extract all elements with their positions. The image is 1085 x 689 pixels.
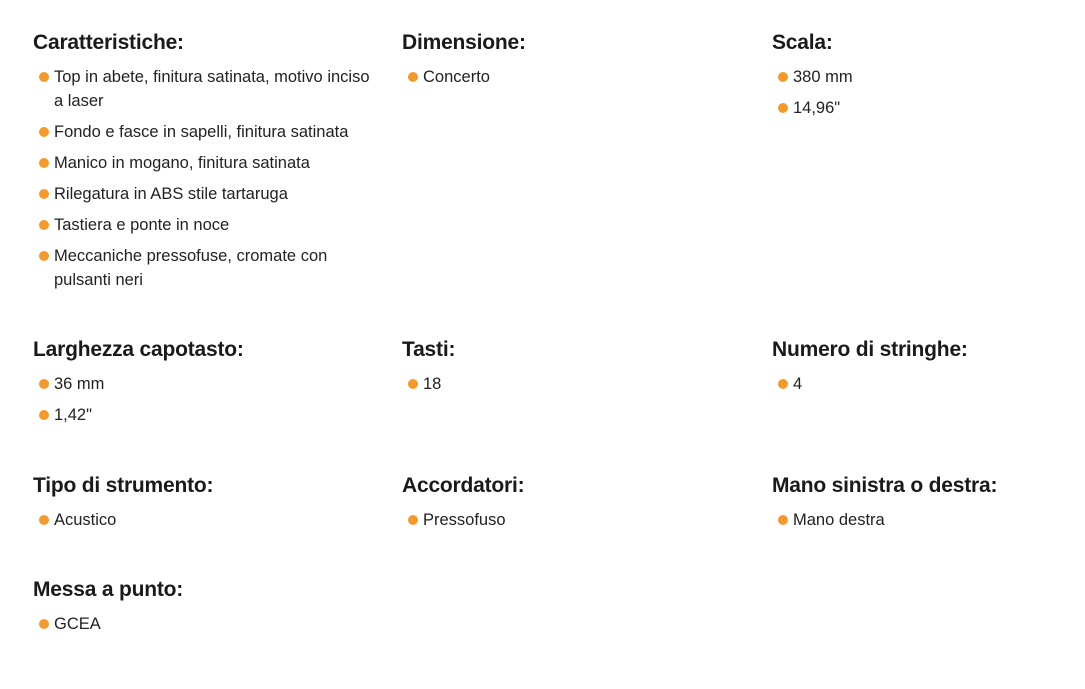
spec-value: Top in abete, finitura satinata, motivo inciso a laser: [54, 68, 370, 110]
spec-value: 4: [793, 375, 803, 393]
spec-messa-a-punto: [33, 577, 373, 643]
list-item: [772, 65, 1085, 89]
spec-value: Acustico: [54, 511, 117, 529]
spec-caratteristiche: [33, 30, 373, 299]
spec-title: Dimensione:: [402, 31, 526, 54]
dot-icon: [39, 379, 49, 389]
list-item: [33, 403, 373, 427]
dot-icon: [39, 619, 49, 629]
spec-tasti: [402, 337, 742, 403]
spec-title: Caratteristiche:: [33, 31, 184, 54]
dot-icon: [39, 189, 49, 199]
spec-value: 18: [423, 375, 442, 393]
spec-value: 14,96": [793, 99, 841, 117]
spec-title: Mano sinistra o destra:: [772, 474, 998, 497]
spec-accordatori: [402, 473, 742, 539]
spec-title: Messa a punto:: [33, 578, 184, 601]
spec-value: Tastiera e ponte in noce: [54, 216, 230, 234]
spec-larghezza-capotasto: [33, 337, 373, 434]
spec-list: [772, 65, 1085, 120]
spec-list: [402, 65, 742, 89]
spec-numero-stringhe: [772, 337, 1085, 403]
spec-value: Rilegatura in ABS stile tartaruga: [54, 185, 288, 203]
dot-icon: [778, 515, 788, 525]
spec-value: 36 mm: [54, 375, 105, 393]
dot-icon: [778, 379, 788, 389]
spec-list: [402, 508, 742, 532]
spec-dimensione: [402, 30, 742, 96]
dot-icon: [408, 515, 418, 525]
dot-icon: [39, 220, 49, 230]
dot-icon: [408, 379, 418, 389]
dot-icon: [39, 127, 49, 137]
list-item: [33, 244, 373, 292]
spec-value: GCEA: [54, 615, 101, 633]
list-item: [33, 65, 373, 113]
list-item: [772, 372, 1085, 396]
list-item: [402, 65, 742, 89]
list-item: [33, 612, 373, 636]
spec-mano: [772, 473, 1085, 539]
list-item: [33, 151, 373, 175]
spec-value: Meccaniche pressofuse, cromate con pulsanti neri: [54, 247, 328, 289]
spec-value: 380 mm: [793, 68, 853, 86]
spec-list: [772, 372, 1085, 396]
spec-value: Concerto: [423, 68, 490, 86]
list-item: [772, 96, 1085, 120]
list-item: [33, 213, 373, 237]
spec-title: Tasti:: [402, 338, 456, 361]
dot-icon: [39, 158, 49, 168]
dot-icon: [39, 251, 49, 261]
dot-icon: [778, 103, 788, 113]
list-item: [402, 372, 742, 396]
spec-value: Fondo e fasce in sapelli, finitura satinata: [54, 123, 349, 141]
spec-list: [772, 508, 1085, 532]
spec-value: Manico in mogano, finitura satinata: [54, 154, 310, 172]
dot-icon: [408, 72, 418, 82]
spec-title: Accordatori:: [402, 474, 525, 497]
spec-list: [33, 372, 373, 427]
spec-tipo-strumento: [33, 473, 373, 539]
spec-scala: [772, 30, 1085, 127]
spec-title: Tipo di strumento:: [33, 474, 214, 497]
spec-title: Scala:: [772, 31, 833, 54]
spec-title: Larghezza capotasto:: [33, 338, 244, 361]
spec-title: Numero di stringhe:: [772, 338, 968, 361]
dot-icon: [39, 410, 49, 420]
list-item: [33, 508, 373, 532]
dot-icon: [778, 72, 788, 82]
spec-list: [33, 508, 373, 532]
list-item: [33, 120, 373, 144]
spec-list: [33, 612, 373, 636]
dot-icon: [39, 515, 49, 525]
list-item: [402, 508, 742, 532]
dot-icon: [39, 72, 49, 82]
spec-list: [33, 65, 373, 292]
spec-value: 1,42": [54, 406, 92, 424]
spec-value: Mano destra: [793, 511, 885, 529]
spec-list: [402, 372, 742, 396]
list-item: [33, 372, 373, 396]
list-item: [33, 182, 373, 206]
spec-value: Pressofuso: [423, 511, 506, 529]
list-item: [772, 508, 1085, 532]
